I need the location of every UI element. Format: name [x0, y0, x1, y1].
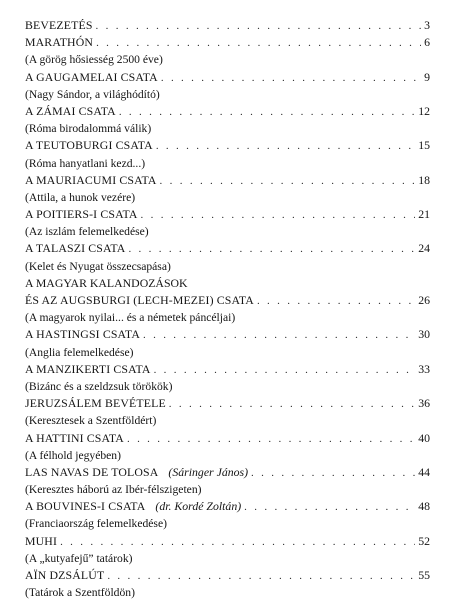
chapter-title: A POITIERS-I CSATA: [25, 207, 138, 222]
chapter-subtitle: (Keresztes háború az Ibér-félszigeten): [25, 483, 202, 497]
chapter-subtitle: (Róma hanyatlani kezd...): [25, 156, 146, 170]
chapter-author: (dr. Kordé Zoltán): [155, 499, 242, 514]
dot-leader: [96, 35, 421, 51]
toc-entry: [25, 498, 430, 515]
dot-leader: [128, 241, 415, 257]
toc-entry: [25, 430, 430, 447]
chapter-title: A HASTINGSI CSATA: [25, 327, 140, 342]
dot-leader: [156, 138, 415, 154]
toc-entry: [25, 533, 430, 550]
dot-leader: [154, 362, 416, 378]
dot-leader: [141, 207, 416, 223]
chapter-subtitle: (Bizánc és a szeldzsuk törökök): [25, 379, 173, 393]
chapter-subtitle: (Keresztesek a Szentföldért): [25, 414, 157, 428]
page-number: 18: [418, 172, 430, 187]
chapter-subtitle: (Az iszlám felemelkedése): [25, 225, 149, 239]
page-number: 44: [418, 464, 430, 479]
chapter-subtitle: (Nagy Sándor, a világhódító): [25, 87, 160, 101]
page-number: 33: [418, 361, 430, 376]
dot-leader: [161, 70, 421, 86]
toc-entry: [25, 361, 430, 378]
toc-entry: [25, 464, 430, 481]
page-number: 3: [424, 18, 430, 32]
toc-entry: [25, 34, 430, 51]
chapter-title: A BOUVINES-I CSATA: [25, 499, 146, 514]
chapter-title: AÏN DZSÁLÚT: [25, 568, 105, 582]
chapter-title: A TEUTOBURGI CSATA: [25, 138, 153, 153]
toc-entry: [25, 292, 430, 309]
page-number: 21: [418, 207, 430, 222]
chapter-title: A GAUGAMELAI CSATA: [25, 69, 158, 84]
chapter-subtitle: (Attila, a hunok vezére): [25, 190, 136, 204]
chapter-title: A TALASZI CSATA: [25, 241, 126, 256]
toc-entry: [25, 326, 430, 343]
chapter-subtitle: (Tatárok a Szentföldön): [25, 586, 135, 600]
page-number: 40: [418, 430, 430, 445]
toc-entry: [25, 137, 430, 154]
chapter-title: A HATTINI CSATA: [25, 430, 124, 445]
chapter-subtitle: (Kelet és Nyugat összecsapása): [25, 259, 171, 273]
chapter-title: A MANZIKERTI CSATA: [25, 361, 151, 376]
chapter-title: MUHI: [25, 533, 58, 548]
dot-leader: [143, 327, 415, 343]
dot-leader: [60, 534, 415, 550]
chapter-title: JERUZSÁLEM BEVÉTELE: [25, 396, 166, 411]
dot-leader: [251, 465, 415, 481]
toc-entry: [25, 69, 430, 86]
toc-entry: [25, 567, 430, 584]
toc-entry: [25, 103, 430, 120]
chapter-title: MARATHÓN: [25, 35, 94, 50]
page-number: 24: [418, 241, 430, 256]
chapter-author: (Sáringer János): [168, 464, 249, 479]
chapter-subtitle: (Róma birodalommá válik): [25, 122, 152, 136]
page-number: 12: [418, 103, 430, 118]
dot-leader: [119, 104, 415, 120]
chapter-title: BEVEZETÉS: [25, 18, 93, 32]
page-number: 15: [418, 138, 430, 153]
table-of-contents: [25, 17, 430, 601]
toc-entry: [25, 240, 430, 257]
page-number: 55: [418, 568, 430, 582]
page-number: 48: [418, 499, 430, 514]
toc-entry: [25, 172, 430, 189]
dot-leader: [257, 293, 415, 309]
dot-leader: [96, 18, 422, 34]
page-number: 30: [418, 327, 430, 342]
page-number: 6: [424, 35, 430, 50]
page-number: 52: [418, 533, 430, 548]
chapter-title-line1: A MAGYAR KALANDOZÁSOK: [25, 275, 188, 290]
toc-entry: [25, 17, 430, 34]
page-number: 26: [418, 293, 430, 307]
chapter-title: A MAURIACUMI CSATA: [25, 172, 157, 187]
dot-leader: [107, 568, 415, 584]
chapter-subtitle: (A félhold jegyében): [25, 448, 121, 462]
dot-leader: [244, 499, 415, 515]
chapter-subtitle: (A görög hősiesség 2500 éve): [25, 53, 163, 67]
chapter-subtitle: (Franciaország felemelkedése): [25, 517, 167, 531]
chapter-subtitle: (Anglia felemelkedése): [25, 345, 134, 359]
dot-leader: [169, 396, 415, 412]
dot-leader: [160, 173, 416, 189]
toc-entry: [25, 395, 430, 412]
chapter-title: A ZÁMAI CSATA: [25, 103, 116, 118]
page-number: 9: [424, 69, 430, 84]
page-number: 36: [418, 396, 430, 411]
dot-leader: [127, 431, 415, 447]
chapter-subtitle: (A magyarok nyilai... és a németek páncéljai): [25, 311, 236, 325]
chapter-subtitle: (A „kutyafejű” tatárok): [25, 551, 133, 565]
chapter-title: LAS NAVAS DE TOLOSA: [25, 464, 159, 479]
toc-entry: [25, 206, 430, 223]
chapter-title: ÉS AZ AUGSBURGI (LECH-MEZEI) CSATA: [25, 293, 254, 307]
